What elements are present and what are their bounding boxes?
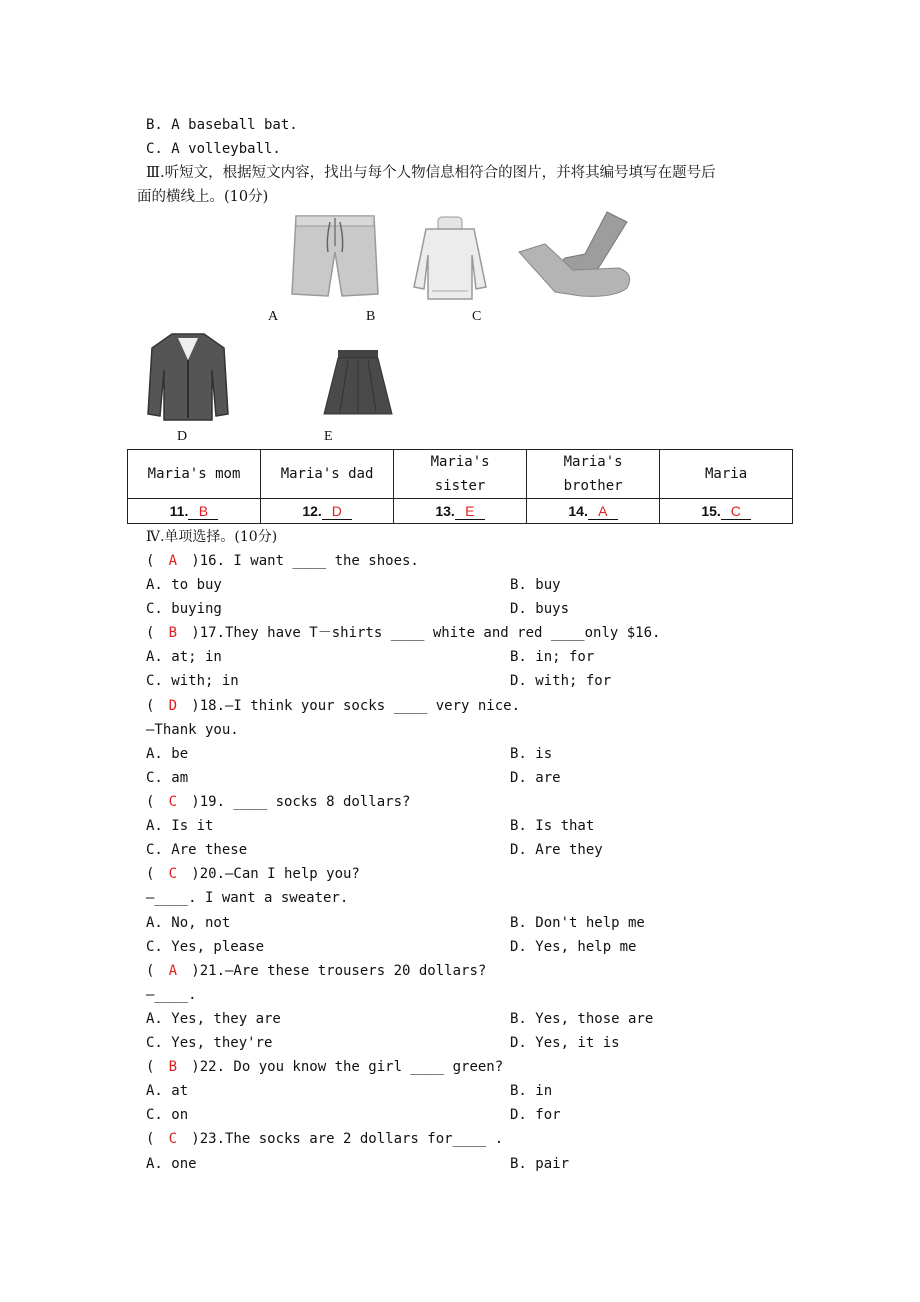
question-19: ( C )19. ____ socks 8 dollars? — [146, 794, 411, 810]
option: D. Yes, help me — [510, 939, 637, 955]
answer-value: E — [455, 503, 485, 520]
answer-mark: A — [168, 963, 178, 979]
question-followup: —____. I want a sweater. — [146, 890, 349, 906]
image-label-a: A — [268, 309, 279, 324]
option: B. pair — [510, 1156, 570, 1172]
image-label-e: E — [324, 429, 333, 444]
header-brother-line2: brother — [563, 478, 623, 494]
header-brother-line1: Maria's — [563, 454, 623, 470]
answer-cell-14 — [527, 499, 660, 524]
answer-mark: C — [168, 866, 178, 882]
option: A. Is it — [146, 818, 214, 834]
option: D. Are they — [510, 842, 603, 858]
answer-number: 15. — [701, 502, 721, 519]
option: B. in; for — [510, 649, 595, 665]
answer-mark: C — [168, 1131, 178, 1147]
image-label-c: C — [472, 309, 482, 324]
option: A. No, not — [146, 915, 231, 931]
header-sister-line1: Maria's — [430, 454, 490, 470]
section3-title-line1: Ⅲ.听短文，根据短文内容，找出与每个人物信息相符合的图片，并将其编号填写在题号后 — [146, 165, 716, 181]
option: B. Is that — [510, 818, 595, 834]
header-sister-line2: sister — [434, 478, 486, 494]
answer-mark: D — [168, 698, 178, 714]
question-21: ( A )21.—Are these trousers 20 dollars? — [146, 963, 487, 979]
answer-number: 14. — [568, 502, 588, 519]
answer-cell-13 — [394, 499, 527, 524]
question-23: ( C )23.The socks are 2 dollars for____ . — [146, 1131, 504, 1147]
option: A. to buy — [146, 577, 222, 593]
option: B. Yes, those are — [510, 1011, 654, 1027]
option: D. with; for — [510, 673, 612, 689]
question-stem: 19. ____ socks 8 dollars? — [199, 794, 411, 810]
answer-number: 11. — [169, 502, 189, 519]
answer-mark: B — [168, 625, 178, 641]
question-stem: 16. I want ____ the shoes. — [199, 553, 419, 569]
question-stem: 22. Do you know the girl ____ green? — [199, 1059, 504, 1075]
option: D. Yes, it is — [510, 1035, 620, 1051]
image-label-d: D — [177, 429, 188, 444]
answer-mark: B — [168, 1059, 178, 1075]
question-18: ( D )18.—I think your socks ____ very nice. — [146, 698, 521, 714]
option: D. for — [510, 1107, 561, 1123]
option: A. one — [146, 1156, 197, 1172]
option: A. Yes, they are — [146, 1011, 281, 1027]
option: C. am — [146, 770, 189, 786]
socks-icon — [515, 208, 640, 300]
sweater-icon — [410, 215, 490, 301]
header-marias-brother — [527, 450, 660, 499]
question-stem: 17.They have T－shirts ____ white and red ____only $16. — [199, 625, 661, 641]
answer-cell-12 — [261, 499, 394, 524]
answer-value: C — [721, 503, 751, 520]
option: B. buy — [510, 577, 561, 593]
answer-number: 13. — [435, 502, 455, 519]
header-marias-mom: Maria's mom — [128, 450, 261, 499]
person-info-table — [127, 449, 793, 524]
option: C. Yes, they're — [146, 1035, 273, 1051]
option: B. is — [510, 746, 553, 762]
header-marias-sister — [394, 450, 527, 499]
question-17: ( B )17.They have T－shirts ____ white and red ____only $16. — [146, 625, 661, 641]
answer-mark: A — [168, 553, 178, 569]
question-stem: 20.—Can I help you? — [199, 866, 360, 882]
answer-value: B — [188, 503, 218, 520]
section3-title-line2: 面的横线上。(10分) — [137, 189, 269, 205]
option-b-baseball-bat: B. A baseball bat. — [146, 117, 298, 133]
option: C. with; in — [146, 673, 239, 689]
jacket-icon — [146, 330, 230, 422]
question-20: ( C )20.—Can I help you? — [146, 866, 360, 882]
option: D. buys — [510, 601, 570, 617]
option: D. are — [510, 770, 561, 786]
answer-value: A — [588, 503, 618, 520]
question-followup: —____. — [146, 987, 197, 1003]
option: C. buying — [146, 601, 222, 617]
question-22: ( B )22. Do you know the girl ____ green? — [146, 1059, 504, 1075]
question-16: ( A )16. I want ____ the shoes. — [146, 553, 419, 569]
answer-cell-15 — [660, 499, 793, 524]
option: B. Don't help me — [510, 915, 645, 931]
option: A. at; in — [146, 649, 222, 665]
answer-mark: C — [168, 794, 178, 810]
question-stem: 23.The socks are 2 dollars for____ . — [199, 1131, 504, 1147]
header-marias-dad: Maria's dad — [261, 450, 394, 499]
header-maria: Maria — [660, 450, 793, 499]
option: C. Are these — [146, 842, 248, 858]
question-stem: 21.—Are these trousers 20 dollars? — [199, 963, 487, 979]
option: C. on — [146, 1107, 189, 1123]
option: C. Yes, please — [146, 939, 265, 955]
image-label-b: B — [366, 309, 376, 324]
answer-cell-11 — [128, 499, 261, 524]
question-stem: 18.—I think your socks ____ very nice. — [199, 698, 521, 714]
section4-title: Ⅳ.单项选择。(10分) — [146, 529, 278, 545]
option: A. be — [146, 746, 189, 762]
option: B. in — [510, 1083, 553, 1099]
skirt-icon — [322, 348, 394, 418]
option: A. at — [146, 1083, 189, 1099]
shorts-icon — [290, 212, 380, 300]
answer-value: D — [322, 503, 352, 520]
question-followup: —Thank you. — [146, 722, 239, 738]
option-c-volleyball: C. A volleyball. — [146, 141, 281, 157]
answer-number: 12. — [302, 502, 322, 519]
